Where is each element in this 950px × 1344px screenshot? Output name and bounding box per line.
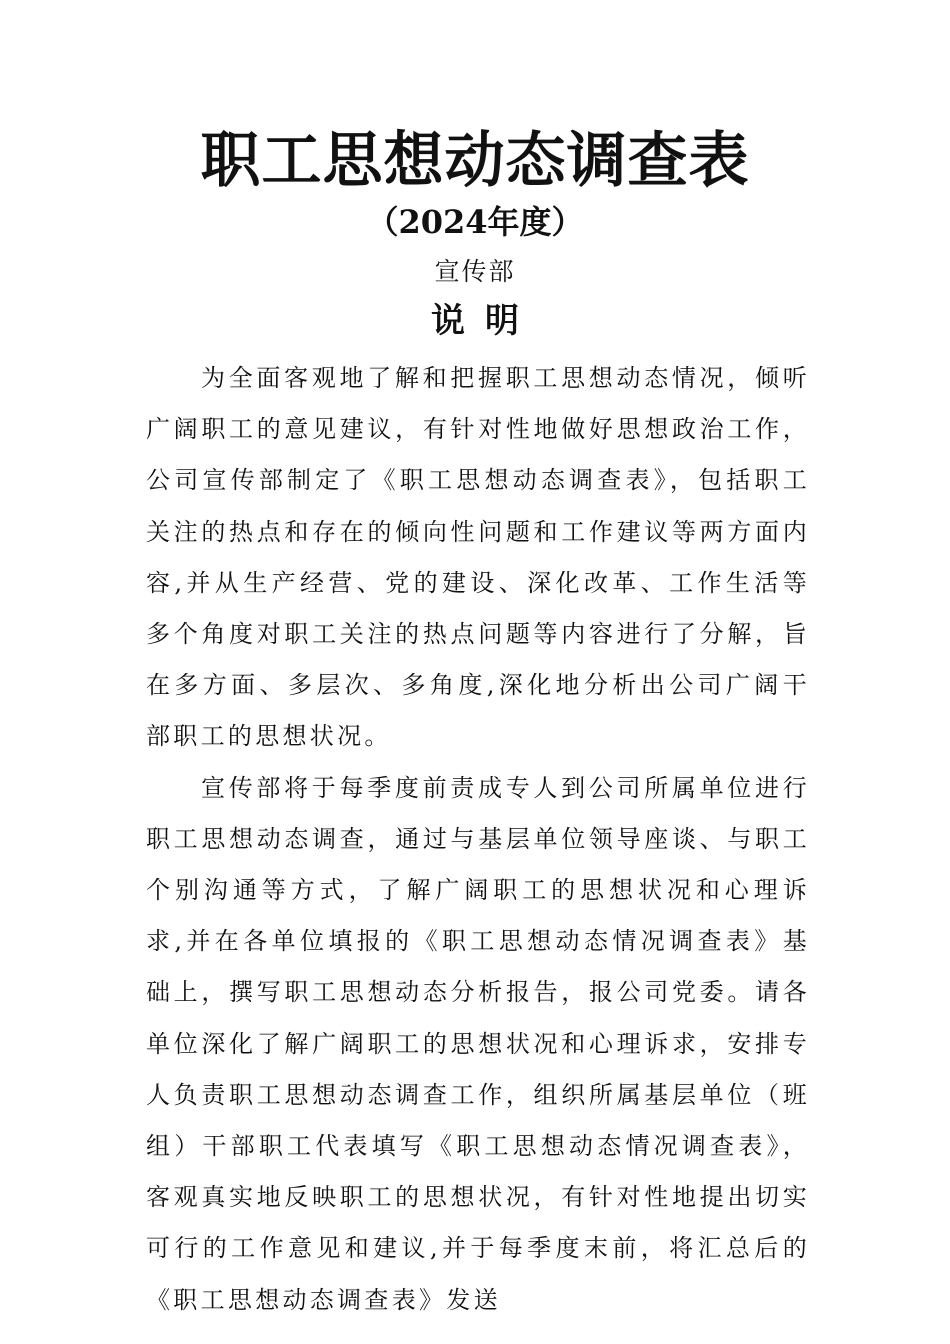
document-subtitle: （2024年度） — [366, 203, 584, 241]
paragraph: 为全面客观地了解和把握职工思想动态情况，倾听广阔职工的意见建议，有针对性地做好思想政治工作，公司宣传部制定了《职工思想动态调查表》，包括职工关注的热点和存在的倾向性问题和工作建议等两方面内容,并从生产经营、党的建设、深化改革、工作生活等多个角度对职工关注的热点问题等内容进行了分解，旨在多方面、多层次、多角度,深化地分析出公司广阔干部职工的思想状况。 — [146, 364, 810, 751]
paragraph: 宣传部将于每季度前责成专人到公司所属单位进行职工思想动态调查，通过与基层单位领导座谈、与职工个别沟通等方式，了解广阔职工的思想状况和心理诉求,并在各单位填报的《职工思想动态情况调查表》基础上，撰写职工思想动态分析报告，报公司党委。请各单位深化了解广阔职工的思想状况和心理诉求，安排专人负责职工思想动态调查工作，组织所属基层单位（班组）干部职工代表填写《职工思想动态情况调查表》，客观真实地反映职工的思想状况，有针对性地提出切实可行的工作意见和建议,并于每季度末前，将汇总后的《职工思想动态调查表》发送 — [146, 773, 810, 1314]
document-title: 职工思想动态调查表 — [200, 126, 750, 196]
department-name: 宣传部 — [434, 257, 516, 286]
section-heading: 说明 — [431, 301, 539, 341]
body-text — [146, 353, 810, 1326]
